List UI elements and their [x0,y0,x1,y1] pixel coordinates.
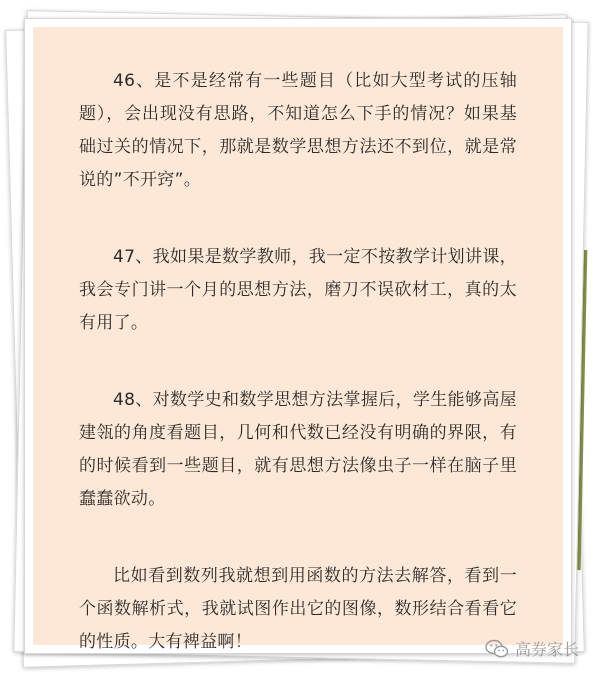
paragraph-47: 47、我如果是数学教师，我一定不按教学计划讲课，我会专门讲一个月的思想方法，磨刀不误砍材工，真的太有用了。 [79,247,517,333]
text-panel [33,27,563,652]
paragraph-conclusion: 比如看到数列我就想到用函数的方法去解答，看到一个函数解析式，我就试图作出它的图像，数形结合看看它的性质。大有裨益啊！ [79,566,517,652]
paragraph-48: 48、对数学史和数学思想方法掌握后，学生能够高屋建瓴的角度看题目，几何和代数已经没有明确的界限，有的时候看到一些题目，就有思想方法像虫子一样在脑子里蠢蠢欲动。 [79,390,517,509]
paragraph-46: 46、是不是经常有一些题目（比如大型考试的压轴题），会出现没有思路，不知道怎么下手的情况？如果基础过关的情况下，那就是数学思想方法还不到位，就是常说的”不开窍”。 [79,71,517,190]
paper-sheet-front [24,18,572,654]
watermark-text: 高券家长 [514,640,579,659]
watermark [485,637,579,660]
wechat-icon [485,639,509,659]
